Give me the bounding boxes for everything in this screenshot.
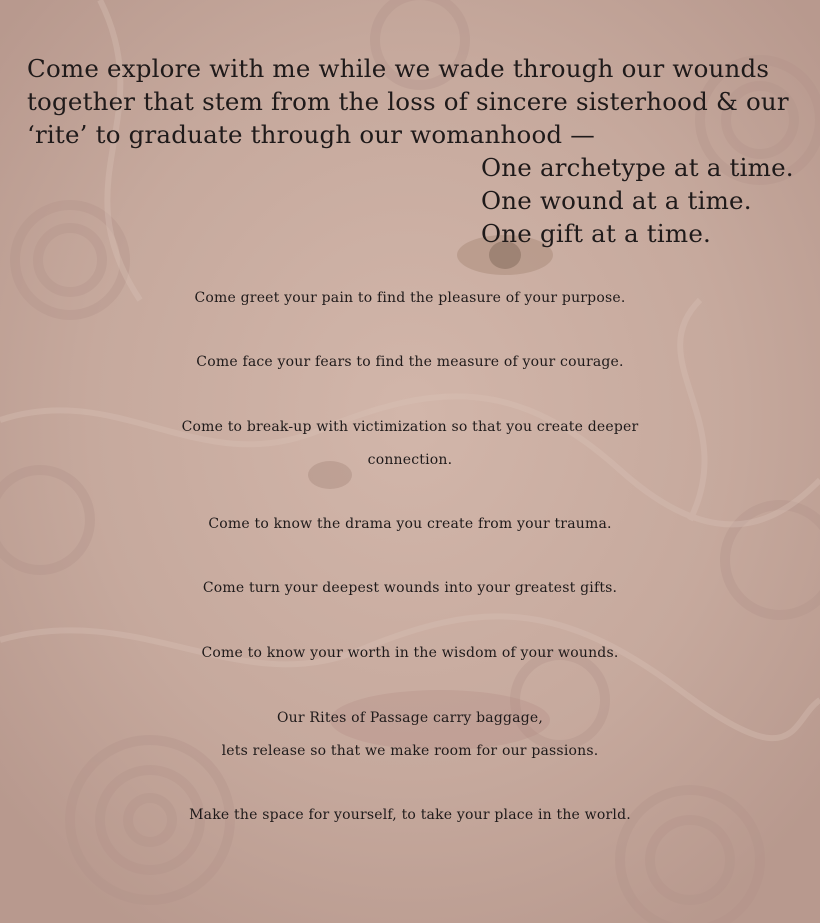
- invitation-turn-wounds: Come turn your deepest wounds into your greatest gifts.: [202, 580, 618, 596]
- refrain-wound: One wound at a time.: [481, 186, 752, 215]
- invitation-know-worth: Come to know your worth in the wisdom of your wounds.: [201, 645, 619, 661]
- invitation-greet-pain: Come greet your pain to find the pleasure of your purpose.: [194, 290, 626, 306]
- invitation-face-fears: Come face your fears to find the measure of your courage.: [196, 354, 624, 370]
- intro-line-2: together that stem from the loss of sincere sisterhood & our: [27, 87, 789, 116]
- invitation-know-drama: Come to know the drama you create from your trauma.: [208, 516, 612, 532]
- rites-line-2: lets release so that we make room for our passions.: [221, 743, 599, 759]
- refrain-gift: One gift at a time.: [481, 219, 712, 248]
- rites-line-1: Our Rites of Passage carry baggage,: [276, 710, 544, 726]
- invitation-break-up-line-1: Come to break-up with victimization so that you create deeper: [181, 419, 639, 435]
- refrain-archetype: One archetype at a time.: [481, 153, 794, 182]
- intro-line-3: ‘rite’ to graduate through our womanhood —: [27, 120, 595, 149]
- invitation-break-up-line-2: connection.: [367, 452, 453, 468]
- intro-line-1: Come explore with me while we wade through our wounds: [27, 54, 770, 83]
- closing-line: Make the space for yourself, to take your place in the world.: [189, 807, 631, 823]
